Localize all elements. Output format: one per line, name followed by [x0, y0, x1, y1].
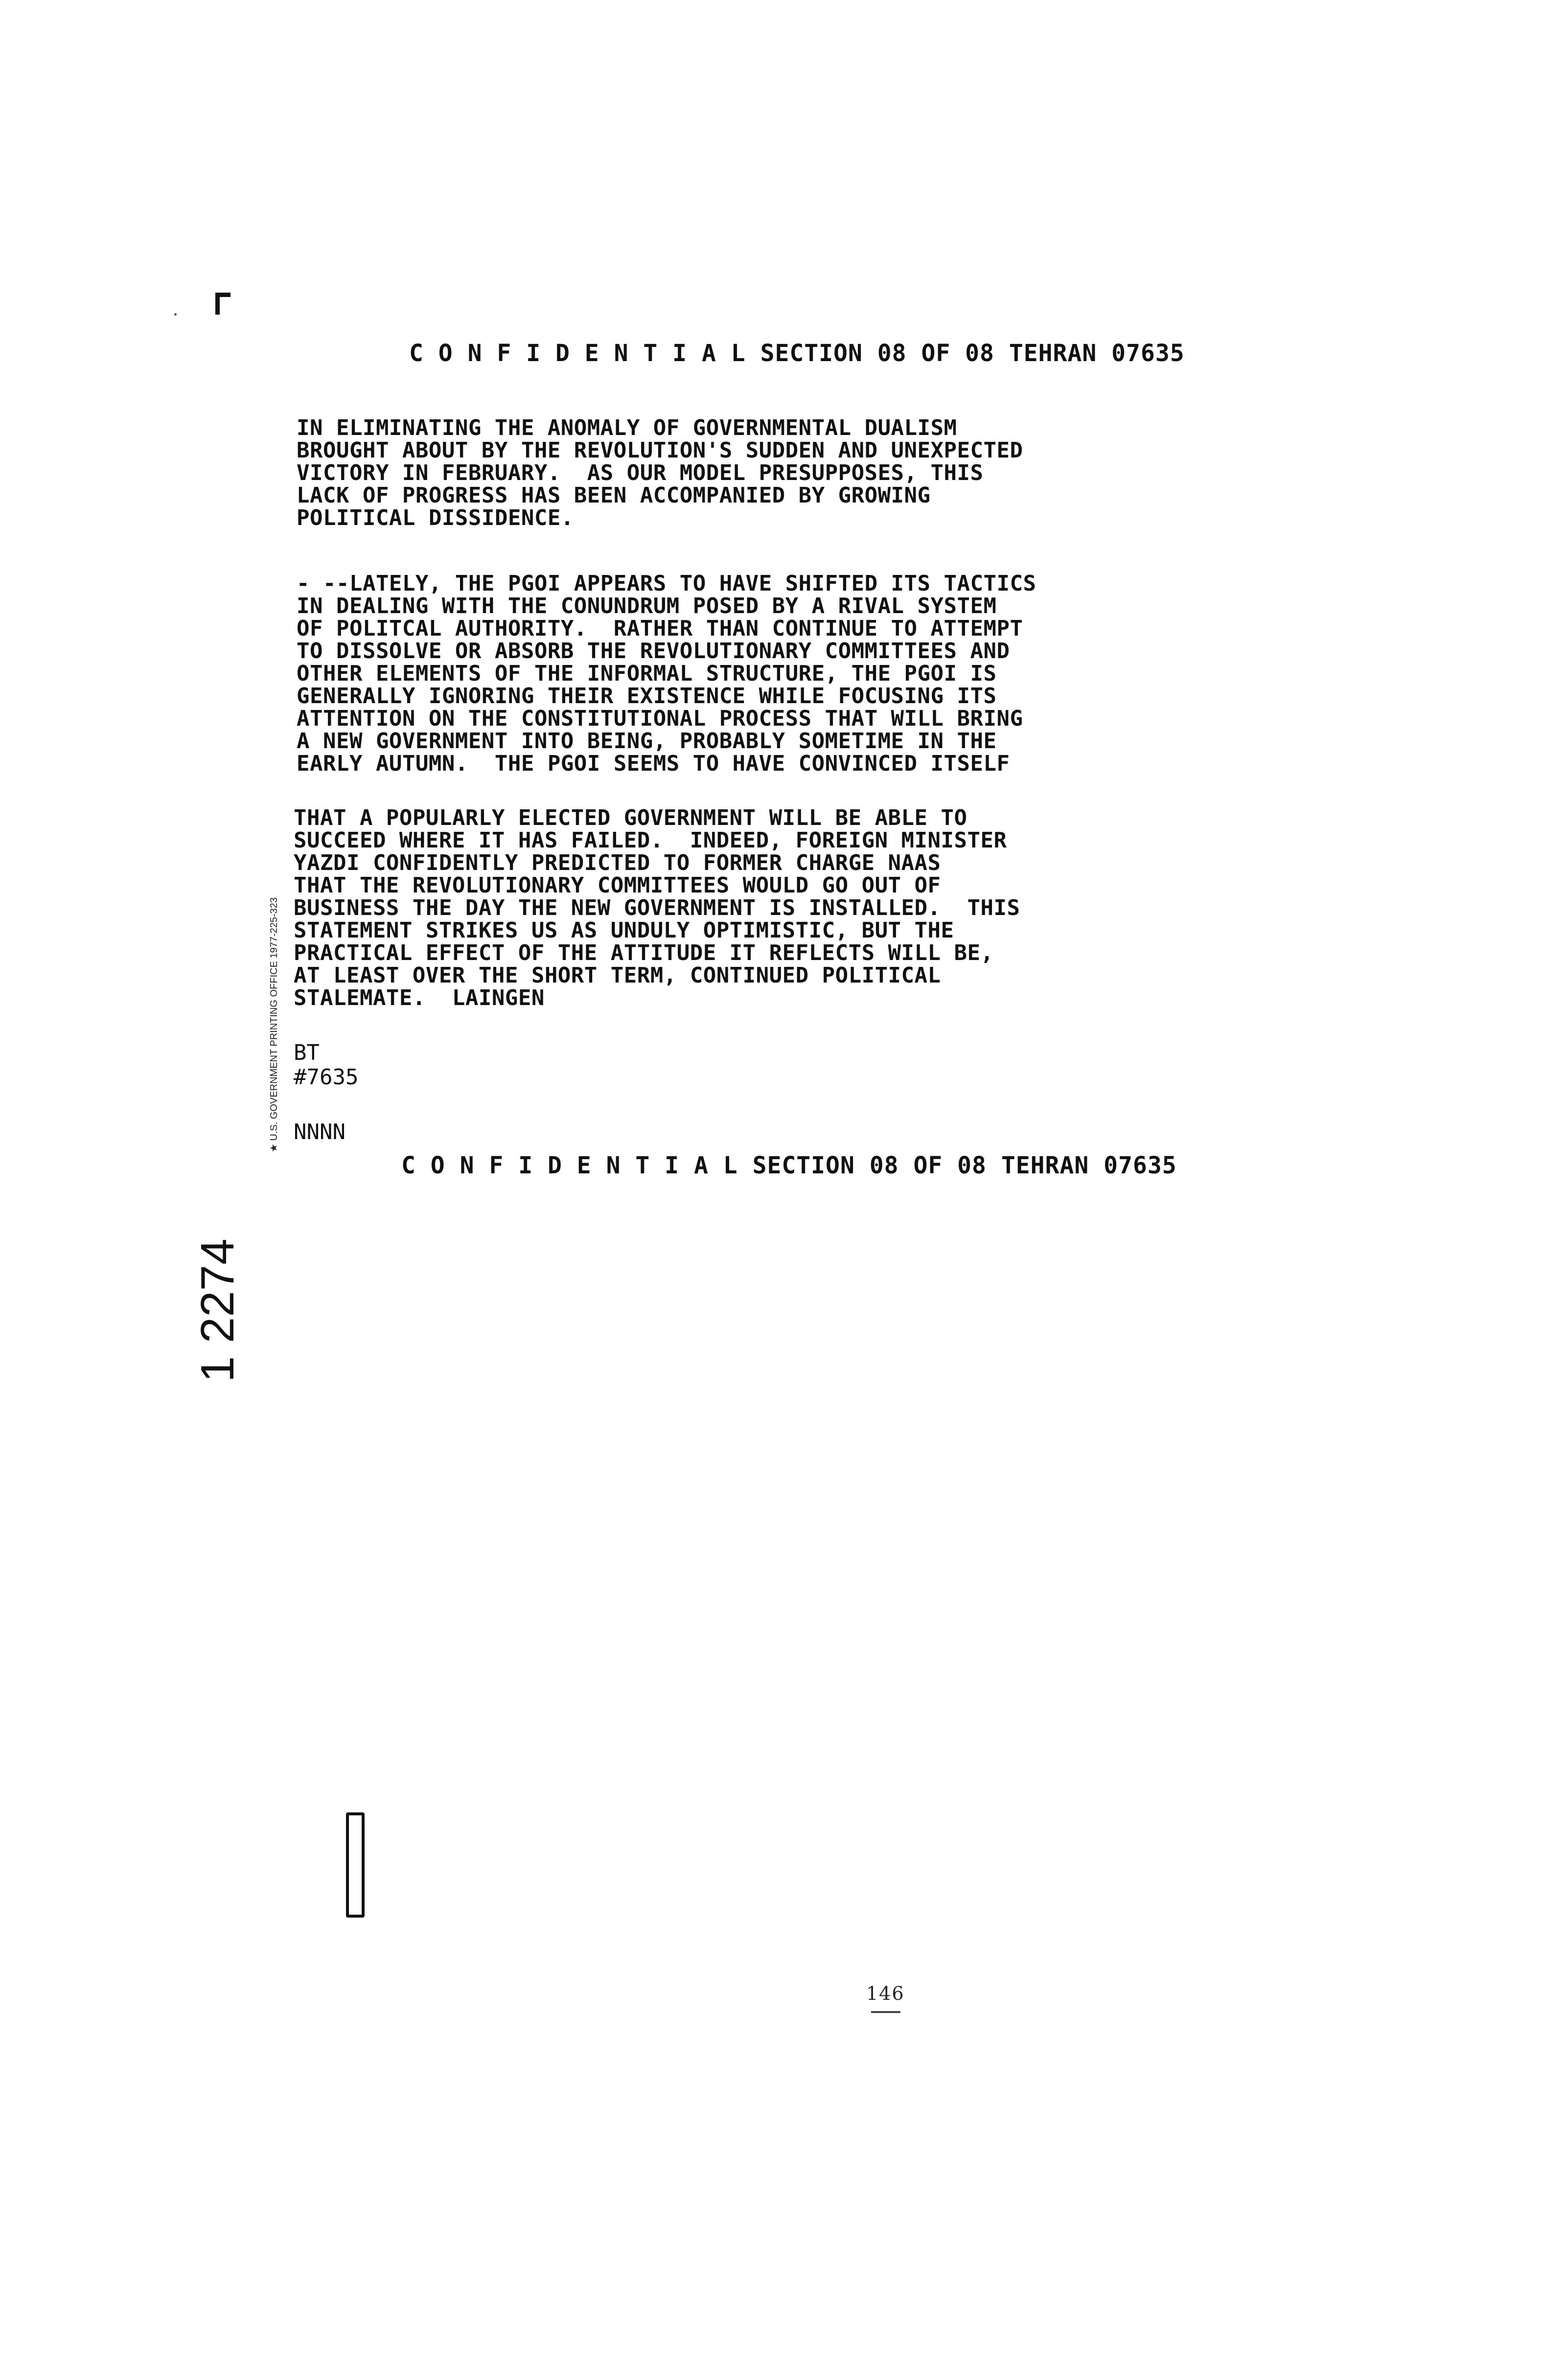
break-marker: BT: [294, 1040, 320, 1065]
end-of-message-marker: NNNN: [294, 1120, 345, 1144]
gpo-imprint-vertical: ★ U.S. GOVERNMENT PRINTING OFFICE 1977-225-323: [269, 897, 279, 1152]
message-number: #7635: [294, 1065, 359, 1090]
body-paragraph-1: IN ELIMINATING THE ANOMALY OF GOVERNMENTAL DUALISM BROUGHT ABOUT BY THE REVOLUTION'S SUDDEN AND UNEXPECTED VICTORY IN FEBRUARY. AS OUR MODEL PRESUPPOSES, THIS LACK OF PROGRESS HAS BEEN ACCOMPANIED BY GROWING POLITICAL DISSIDENCE.: [297, 415, 1023, 530]
body-paragraph-2: - --LATELY, THE PGOI APPEARS TO HAVE SHIFTED ITS TACTICS IN DEALING WITH THE CONUNDRUM POSED BY A RIVAL SYSTEM OF POLITCAL AUTHORITY. RATHER THAN CONTINUE TO ATTEMPT TO DISSOLVE OR ABSORB THE REVOLUTIONARY COMMITTEES AND OTHER ELEMENTS OF THE INFORMAL STRUCTURE, THE PGOI IS GENERALLY IGNORING THEIR EXISTENCE WHILE FOCUSING ITS ATTENTION ON THE CONSTITUTIONAL PROCESS THAT WILL BRING A NEW GOVERNMENT INTO BEING, PROBABLY SOMETIME IN THE EARLY AUTUMN. THE PGOI SEEMS TO HAVE CONVINCED ITSELF: [297, 571, 1036, 776]
corner-crop-mark: [215, 293, 230, 315]
page-number: 146: [866, 1983, 905, 2004]
header-classification-line: C O N F I D E N T I A L SECTION 08 OF 08 TEHRAN 07635: [409, 340, 1185, 367]
page-number-underline: [871, 2011, 900, 2013]
scan-speck: [174, 313, 177, 316]
body-paragraph-3: THAT A POPULARLY ELECTED GOVERNMENT WILL BE ABLE TO SUCCEED WHERE IT HAS FAILED. INDEED, FOREIGN MINISTER YAZDI CONFIDENTLY PREDICTED TO FORMER CHARGE NAAS THAT THE REVOLUTIONARY COMMITTEES WOULD GO OUT OF BUSINESS THE DAY THE NEW GOVERNMENT IS INSTALLED. THIS STATEMENT STRIKES US AS UNDULY OPTIMISTIC, BUT THE PRACTICAL EFFECT OF THE ATTITUDE IT REFLECTS WILL BE, AT LEAST OVER THE SHORT TERM, CONTINUED POLITICAL STALEMATE. LAINGEN: [294, 805, 1020, 1010]
archive-stamp-number: 1 2274: [191, 1238, 244, 1382]
film-frame-mark: [346, 1812, 365, 1918]
footer-classification-line: C O N F I D E N T I A L SECTION 08 OF 08 TEHRAN 07635: [401, 1152, 1177, 1179]
